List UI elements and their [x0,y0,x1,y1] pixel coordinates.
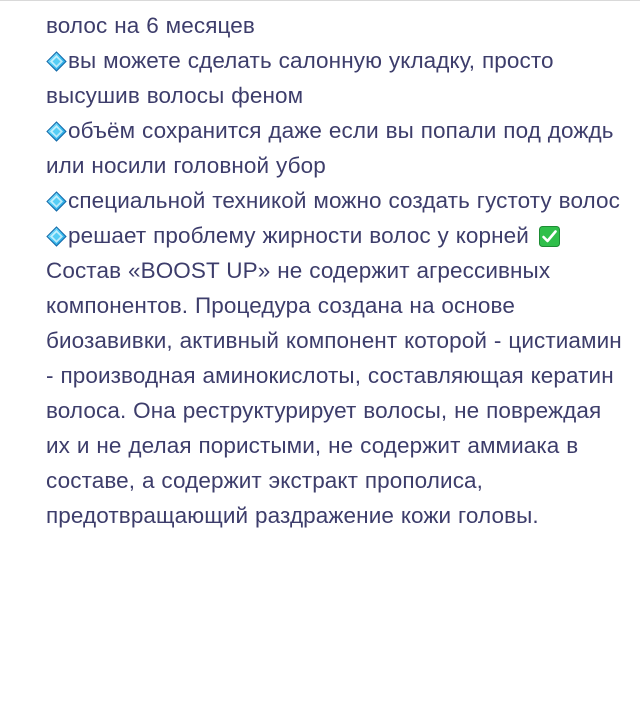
paragraph-5 [46,218,630,533]
paragraph-5-text-after-check: Состав «BOOST UP» не содержит агрессивных компонентов. Процедура создана на основе биозавивки, активный компонент которой - цистиамин - производная аминокислоты, составляющая кератин волоса. Она реструктурирует волосы, не повреждая их и не делая пористыми, не содержит аммиака в составе, а содержит экстракт прополиса, предотвращающий раздражение кожи головы. [46,258,622,528]
paragraph-1-text: волос на 6 месяцев [46,13,255,38]
paragraph-1 [46,8,630,43]
paragraph-3-text: объём сохранится даже если вы попали под дождь или носили головной убор [46,118,614,178]
paragraph-4-text: специальной техникой можно создать густоту волос [68,188,621,213]
paragraph-3 [46,113,630,183]
paragraph-4 [46,183,630,218]
paragraph-5-text-before-check: решает проблему жирности волос у корней [68,223,536,248]
paragraph-2 [46,43,630,113]
blue-diamond-icon [46,121,67,142]
document-text-body [46,8,630,533]
white-check-mark-button-icon [539,226,560,247]
blue-diamond-icon [46,51,67,72]
blue-diamond-icon [46,226,67,247]
top-divider [0,0,640,1]
blue-diamond-icon [46,191,67,212]
paragraph-2-text: вы можете сделать салонную укладку, просто высушив волосы феном [46,48,554,108]
